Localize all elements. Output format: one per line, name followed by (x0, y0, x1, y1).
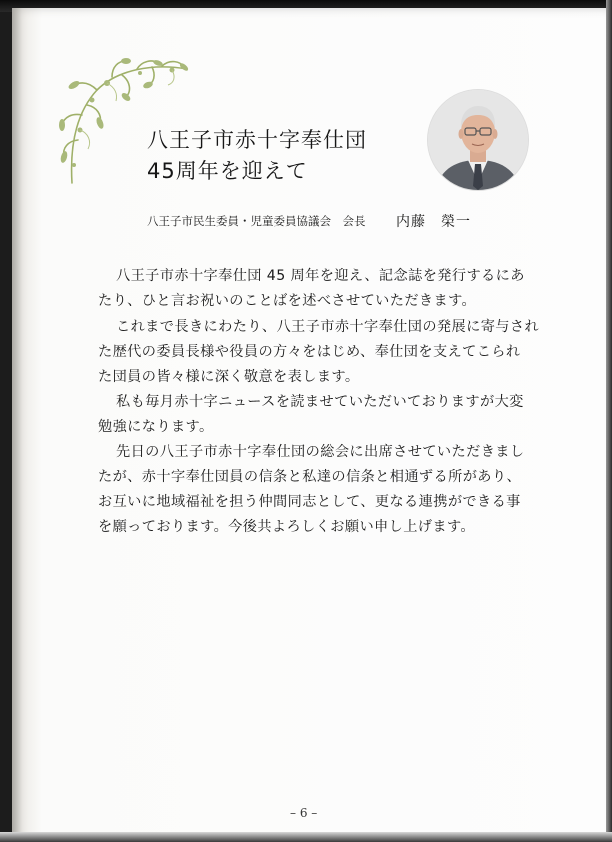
body-line: 先日の八王子市赤十字奉仕団の総会に出席させていただきまし (116, 444, 525, 460)
body-line: を願っております。今後共よろしくお願い申し上げます。 (98, 519, 476, 535)
body-line: た団員の皆々様に深く敬意を表します。 (98, 369, 360, 385)
scan-right-edge (606, 0, 612, 842)
body-line: これまで長きにわたり、八王子市赤十字奉仕団の発展に寄与され (116, 319, 540, 335)
body-line: たが、赤十字奉仕団員の信条と私達の信条と相通ずる所があり、 (98, 469, 522, 485)
portrait-photo (428, 90, 528, 190)
body-line: たり、ひと言お祝いのことばを述べさせていただきます。 (98, 293, 477, 309)
body-line: 私も毎月赤十字ニュースを読ませていただいておりますが大変 (116, 394, 524, 410)
author-affiliation: 八王子市民生委員・児童委員協議会 会長 (147, 214, 366, 228)
page-number: – 6 – (290, 806, 318, 820)
author-name: 内藤 榮一 (396, 214, 471, 230)
scan-bottom-edge (0, 832, 612, 842)
article-title-line-2: 45周年を迎えて (147, 159, 308, 183)
body-line: 八王子市赤十字奉仕団 45 周年を迎え、記念誌を発行するにあ (116, 268, 525, 284)
body-line: お互いに地域福祉を担う仲間同志として、更なる連携ができる事 (98, 494, 521, 510)
body-line: 勉強になります。 (98, 419, 214, 435)
body-line: た歴代の委員長様や役員の方々をはじめ、奉仕団を支えてこられ (98, 344, 521, 360)
article-title-line-1: 八王子市赤十字奉仕団 (147, 128, 367, 152)
